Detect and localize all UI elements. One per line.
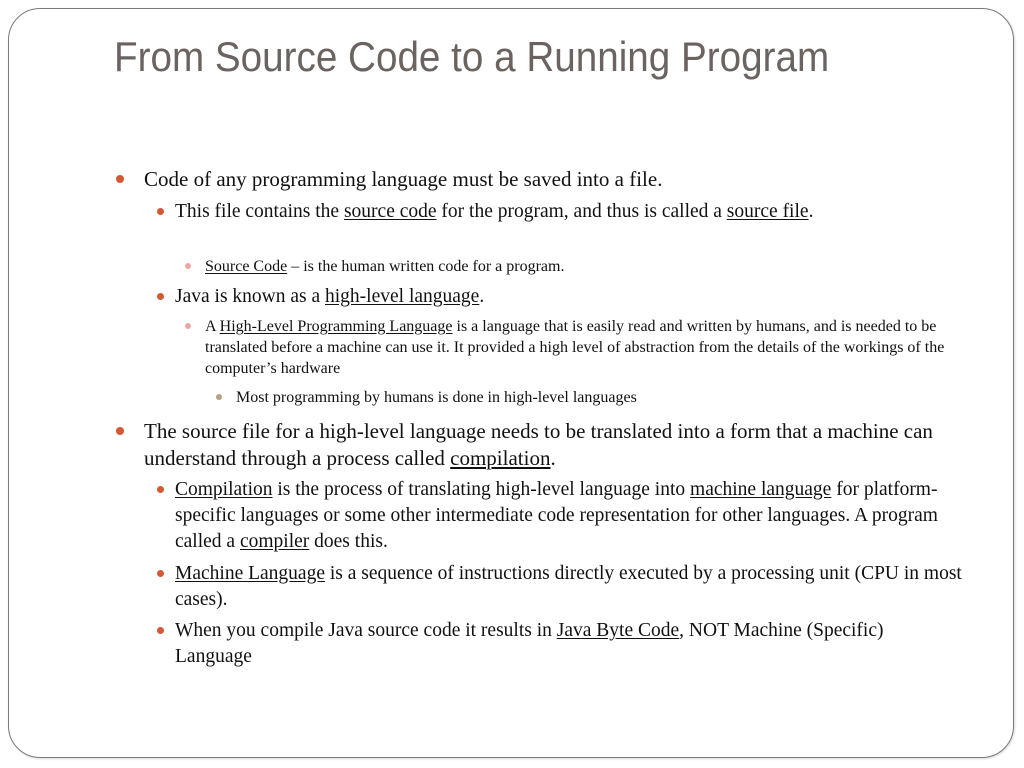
- bullet-dot: [157, 627, 164, 634]
- bullet-most-programming: [236, 387, 956, 408]
- bullet-text: The source file for a high-level language needs to be translated into a form that a machine can understand through a process called: [144, 419, 933, 470]
- bullet-java-byte-code: [175, 618, 965, 670]
- bullet-source-file: [175, 199, 945, 225]
- bullet-text: , NOT Machine (Specific) Language: [175, 620, 884, 667]
- term-machine-language-def: Machine Language: [175, 563, 325, 584]
- term-high-level-language: high-level language: [325, 286, 480, 307]
- bullet-text: When you compile Java source code it results in: [175, 620, 557, 641]
- bullet-dot: [216, 394, 222, 400]
- bullet-dot: [157, 208, 164, 215]
- bullet-text: This file contains the: [175, 201, 344, 222]
- bullet-dot: [185, 263, 191, 269]
- bullet-text: for platform-specific languages or some other intermediate code representation for other languages. A program called a: [175, 479, 938, 552]
- term-compiler: compiler: [239, 531, 310, 552]
- term-source-code-def: Source Code: [205, 258, 288, 275]
- bullet-text: .: [550, 446, 556, 470]
- bullet-text: A: [205, 318, 220, 335]
- term-source-file: source file: [726, 201, 809, 222]
- term-machine-language: machine language: [690, 479, 832, 500]
- bullet-source-code-def: [205, 256, 965, 277]
- bullet-text: Java is known as a: [175, 286, 326, 307]
- bullet-text: .: [808, 201, 814, 222]
- bullet-dot: [157, 570, 164, 577]
- bullet-dot: [185, 323, 191, 329]
- bullet-text: does this.: [309, 531, 388, 552]
- term-compilation: compilation: [450, 446, 551, 470]
- bullet-text: is a language that is easily read and written by humans, and is needed to be translated before a machine can use it. It provided a high level of abstraction from the details of the workings of the computer’s hardware: [205, 318, 945, 377]
- bullet-dot: [116, 175, 124, 183]
- bullet-text: .: [479, 286, 485, 307]
- bullet-text: for the program, and thus is called a: [436, 201, 727, 222]
- bullet-text: Code of any programming language must be saved into a file.: [144, 167, 663, 191]
- bullet-hlpl-def: [205, 316, 960, 379]
- term-java-byte-code: Java Byte Code: [556, 620, 680, 641]
- bullet-dot: [157, 293, 164, 300]
- term-compilation-def: Compilation: [175, 479, 273, 500]
- slide-title: From Source Code to a Running Program: [114, 33, 830, 80]
- bullet-text: Most programming by humans is done in high-level languages: [236, 389, 637, 406]
- bullet-text: – is the human written code for a program.: [287, 258, 565, 275]
- bullet-text: is a sequence of instructions directly executed by a processing unit (CPU in most cases).: [175, 563, 962, 610]
- bullet-java-high-level: [175, 284, 945, 310]
- bullet-dot: [157, 486, 164, 493]
- bullet-dot: [116, 427, 124, 435]
- bullet-text: is the process of translating high-level language into: [272, 479, 691, 500]
- bullet-translation: [144, 418, 959, 472]
- bullet-machine-language-def: [175, 561, 975, 613]
- bullet-code-saved: [144, 166, 974, 193]
- term-hlpl: High-Level Programming Language: [219, 318, 453, 335]
- term-source-code: source code: [343, 201, 437, 222]
- bullet-compilation-def: [175, 477, 945, 555]
